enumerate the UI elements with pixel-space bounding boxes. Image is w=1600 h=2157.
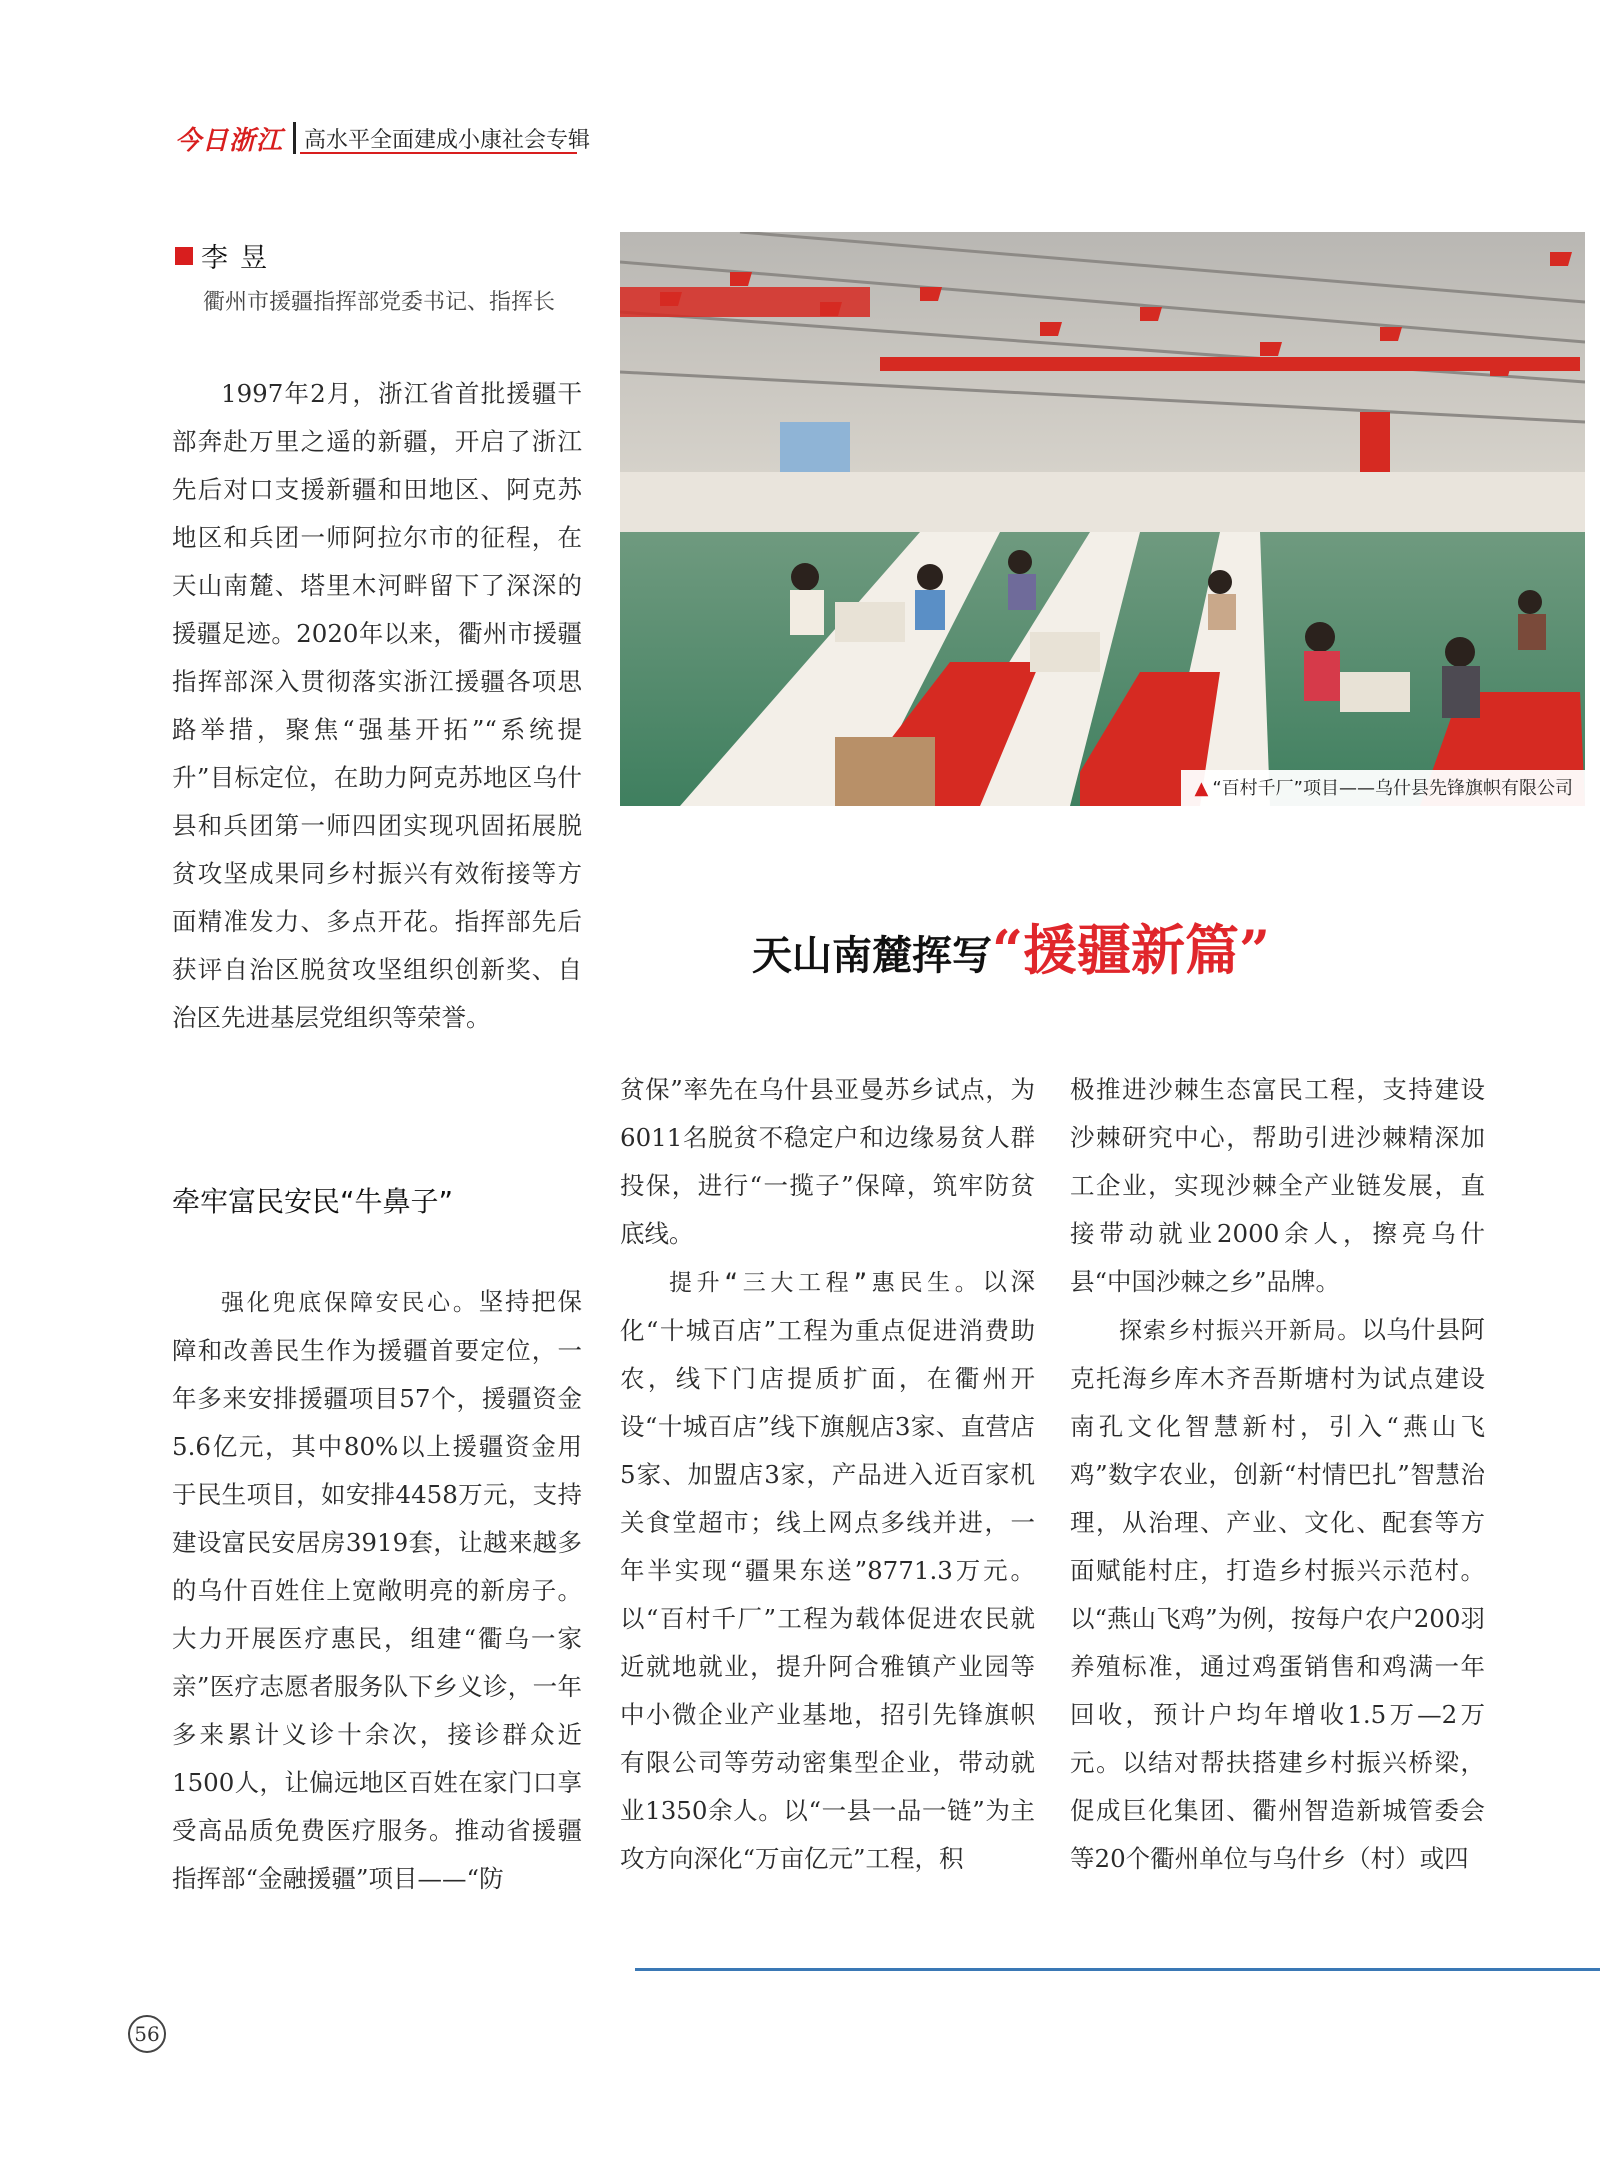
intro-column	[172, 370, 582, 1042]
caption-triangle-icon: ▲	[1194, 778, 1209, 799]
header-divider	[293, 122, 296, 154]
article-title	[752, 908, 1270, 985]
paragraph-2	[620, 1258, 1035, 1883]
factory-photo-image	[620, 232, 1585, 806]
paragraph-3-lead: 探索乡村振兴开新局。	[1119, 1318, 1362, 1344]
author-marker-icon	[175, 247, 193, 265]
paragraph-2-lead: 提升“三大工程”惠民生。	[669, 1270, 983, 1296]
intro-paragraph: 1997年2月，浙江省首批援疆干部奔赴万里之遥的新疆，开启了浙江先后对口支援新疆和田地区、阿克苏地区和兵团一师阿拉尔市的征程，在天山南麓、塔里木河畔留下了深深的援疆足迹。2020年以来，衢州市援疆指挥部深入贯彻落实浙江援疆各项思路举措，聚焦“强基开拓”“系统提升”目标定位，在助力阿克苏地区乌什县和兵团第一师四团实现巩固拓展脱贫攻坚成果同乡村振兴有效衔接等方面精准发力、多点开花。指挥部先后获评自治区脱贫攻坚组织创新奖、自治区先进基层党组织等荣誉。	[172, 379, 582, 1032]
factory-photo	[620, 232, 1585, 806]
footer-rule	[635, 1968, 1600, 1971]
title-highlight: “援疆新篇”	[992, 918, 1271, 982]
paragraph-1-text: 坚持把保障和改善民生作为援疆首要定位，一年多来安排援疆项目57个，援疆资金5.6亿元，其中80%以上援疆资金用于民生项目，如安排4458万元，支持建设富民安居房3919套，让越来越多的乌什百姓住上宽敞明亮的新房子。大力开展医疗惠民，组建“衢乌一家亲”医疗志愿者服务队下乡义诊，一年多来累计义诊十余次，接诊群众近1500人，让偏远地区百姓在家门口享受高品质免费医疗服务。推动省援疆指挥部“金融援疆”项目——“防	[172, 1287, 583, 1893]
paragraph-1-continued: 贫保”率先在乌什县亚曼苏乡试点，为6011名脱贫不稳定户和边缘易贫人群投保，进行“一揽子”保障，筑牢防贫底线。	[620, 1075, 1035, 1248]
photo-caption	[1181, 770, 1586, 806]
paragraph-1-lead: 强化兜底保障安民心。	[221, 1290, 479, 1316]
paragraph-2-text: 以深化“十城百店”工程为重点促进消费助农，线下门店提质扩面，在衢州开设“十城百店”线下旗舰店3家、直营店5家、加盟店3家，产品进入近百家机关食堂超市；线上网点多线并进，一年半实现“疆果东送”8771.3万元。以“百村千厂”工程为载体促进农民就近就地就业，提升阿合雅镇产业园等中小微企业产业基地，招引先锋旗帜有限公司等劳动密集型企业，带动就业1350余人。以“一县一品一链”为主攻方向深化“万亩亿元”工程，积	[620, 1267, 1035, 1873]
author-role: 衢州市援疆指挥部党委书记、指挥长	[203, 290, 556, 315]
title-main: 天山南麓挥写	[752, 932, 992, 979]
brand-logo: 今日浙江	[175, 125, 284, 156]
section-title: 高水平全面建成小康社会专辑	[304, 127, 591, 153]
paragraph-1	[172, 1278, 582, 1903]
paragraph-3-text: 以乌什县阿克托海乡库木齐吾斯塘村为试点建设南孔文化智慧新村，引入“燕山飞鸡”数字农业，创新“村情巴扎”智慧治理，从治理、产业、文化、配套等方面赋能村庄，打造乡村振兴示范村。以“燕山飞鸡”为例，按每户农户200羽养殖标准，通过鸡蛋销售和鸡满一年回收，预计户均年增收1.5万—2万元。以结对帮扶搭建乡村振兴桥梁，促成巨化集团、衢州智造新城管委会等20个衢州单位与乌什乡（村）或四	[1070, 1315, 1485, 1873]
author-block	[175, 236, 279, 275]
caption-text: “百村千厂”项目——乌什县先锋旗帜有限公司	[1212, 778, 1573, 799]
body-column-2	[620, 1066, 1035, 1883]
section-subheading: 牵牢富民安民“牛鼻子”	[172, 1185, 454, 1218]
paragraph-2-continued: 极推进沙棘生态富民工程，支持建设沙棘研究中心，帮助引进沙棘精深加工企业，实现沙棘全产业链发展，直接带动就业2000余人，擦亮乌什县“中国沙棘之乡”品牌。	[1070, 1075, 1485, 1296]
header-underline	[300, 152, 577, 154]
body-column-3	[1070, 1066, 1485, 1883]
page-number: 56	[128, 2015, 166, 2053]
body-column-1	[172, 1278, 582, 1903]
paragraph-3	[1070, 1306, 1485, 1883]
masthead	[175, 120, 590, 156]
author-name: 李昱	[201, 243, 279, 274]
